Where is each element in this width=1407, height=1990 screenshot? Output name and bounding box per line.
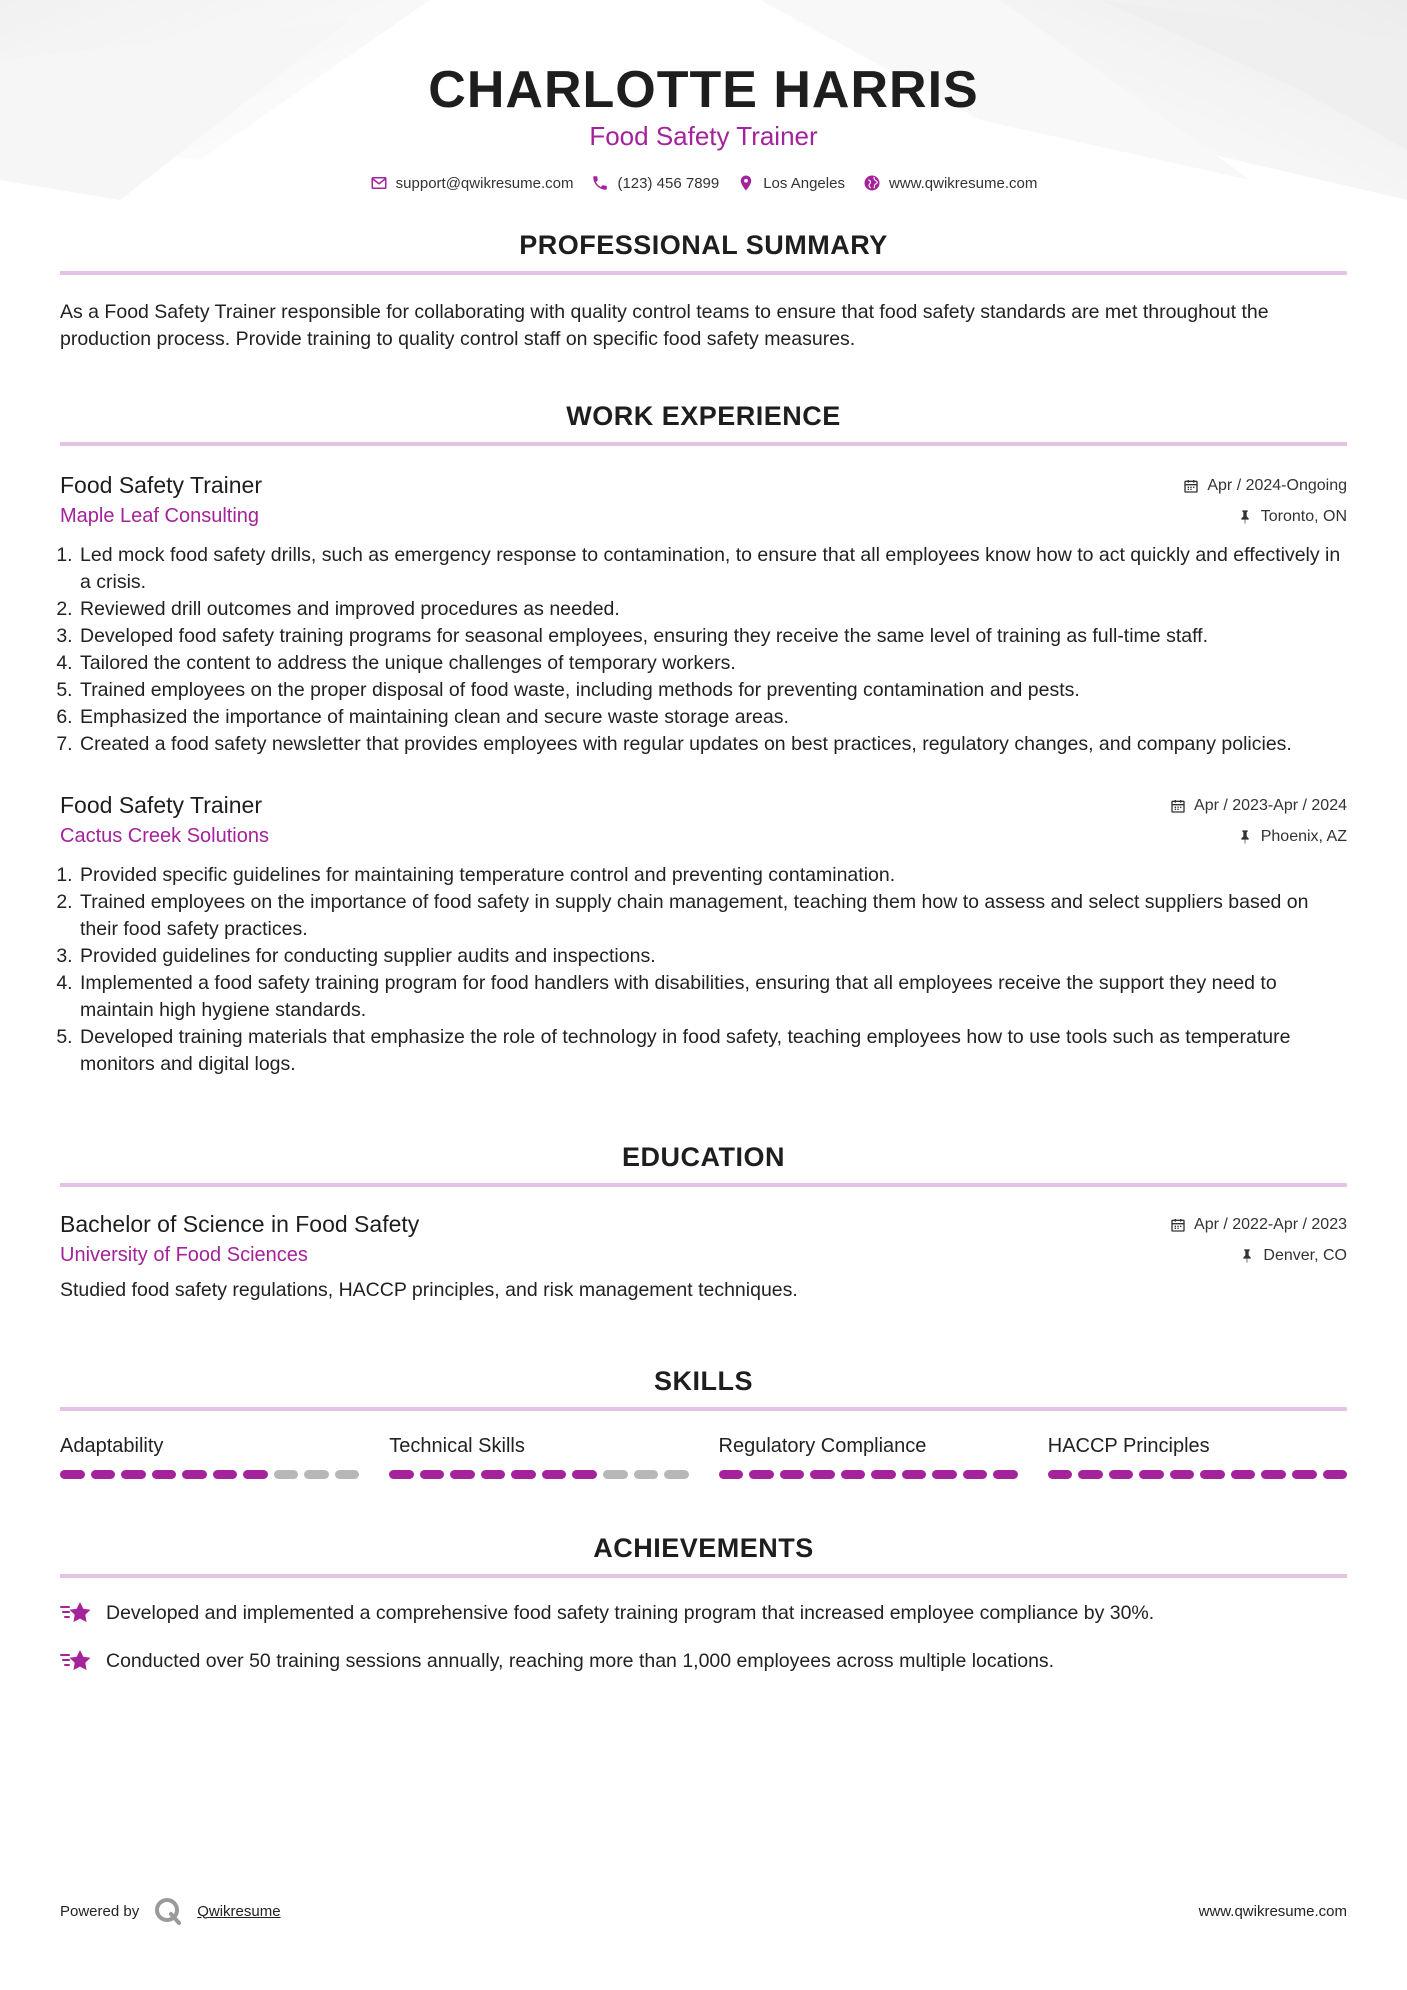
job-entry-dates-text: Apr / 2024-Ongoing	[1207, 476, 1347, 494]
list-item: 1. Led mock food safety drills, such as emergency response to contamination, to ensure that all employees know how to act quickly and effectively in a crisis.	[78, 542, 1347, 596]
job-entry-location	[1237, 828, 1347, 846]
skills-list	[60, 1435, 1347, 1479]
skill-name: Adaptability	[60, 1435, 164, 1457]
skill-item	[389, 1435, 688, 1479]
summary-section	[60, 230, 1347, 353]
list-item: 2. Trained employees on the importance of food safety in supply chain management, teaching them how to assess and select suppliers based on their food safety practices.	[78, 889, 1347, 943]
skill-segment-filled	[963, 1470, 988, 1479]
skill-segment-filled	[1261, 1470, 1286, 1479]
skill-segment-empty	[603, 1470, 628, 1479]
skill-segment-filled	[213, 1470, 238, 1479]
contact-location	[737, 174, 845, 192]
education-dates-text: Apr / 2022-Apr / 2023	[1194, 1215, 1347, 1233]
job-entry-location	[1237, 508, 1347, 526]
footer	[60, 1896, 1347, 1926]
education-heading: EDUCATION	[622, 1142, 785, 1172]
skill-segment-filled	[243, 1470, 268, 1479]
powered-by-label: Powered by	[60, 1902, 140, 1920]
section-divider	[60, 1183, 1347, 1187]
achievement-item	[60, 1648, 1347, 1674]
work-heading: WORK EXPERIENCE	[566, 401, 841, 431]
pushpin-icon	[1237, 509, 1253, 525]
list-item: 5. Developed training materials that emphasize the role of technology in food safety, teaching employees how to use tools such as temperature monitors and digital logs.	[78, 1024, 1347, 1078]
skill-rating	[60, 1470, 359, 1479]
job-title: Food Safety Trainer	[589, 121, 818, 151]
skill-segment-filled	[542, 1470, 567, 1479]
achievement-text: Developed and implemented a comprehensive food safety training program that increased employee compliance by 30%.	[106, 1601, 1155, 1624]
skill-segment-empty	[304, 1470, 329, 1479]
skill-name: Regulatory Compliance	[718, 1435, 927, 1457]
skill-segment-filled	[993, 1470, 1018, 1479]
star-icon	[60, 1600, 92, 1626]
calendar-icon	[1183, 478, 1199, 494]
skill-segment-filled	[810, 1470, 835, 1479]
qwikresume-logo-icon	[153, 1896, 183, 1926]
job-entry-location-text: Phoenix, AZ	[1260, 827, 1347, 845]
job-entry-title: Food Safety Trainer	[60, 792, 262, 818]
envelope-icon	[370, 174, 388, 192]
contact-email[interactable]	[370, 174, 574, 192]
skill-name: Technical Skills	[389, 1435, 525, 1457]
skill-segment-filled	[902, 1470, 927, 1479]
qwikresume-link[interactable]: Qwikresume	[197, 1902, 281, 1920]
contact-email-text: support@qwikresume.com	[395, 174, 574, 192]
job-entry-title: Food Safety Trainer	[60, 472, 262, 498]
globe-icon	[863, 174, 881, 192]
skill-rating	[389, 1470, 688, 1479]
skill-segment-filled	[749, 1470, 774, 1479]
list-item: 5. Trained employees on the proper disposal of food waste, including methods for preventing contamination and pests.	[78, 677, 1347, 704]
map-pin-icon	[737, 174, 755, 192]
contact-location-text: Los Angeles	[763, 174, 845, 192]
list-item: 7. Created a food safety newsletter that provides employees with regular updates on best practices, regulatory changes, and company policies.	[78, 731, 1347, 758]
skill-segment-filled	[450, 1470, 475, 1479]
education-section	[60, 1142, 1347, 1304]
job-entry-bullets	[60, 542, 1347, 758]
skill-segment-filled	[60, 1470, 85, 1479]
skill-segment-filled	[1109, 1470, 1134, 1479]
summary-text: As a Food Safety Trainer responsible for collaborating with quality control teams to ensure that food safety standards are met throughout the production process. Provide training to quality control staff on specific food safety measures.	[60, 301, 1269, 350]
skill-segment-filled	[389, 1470, 414, 1479]
job-entry-company: Maple Leaf Consulting	[60, 505, 260, 527]
contact-phone-text: (123) 456 7899	[617, 174, 720, 192]
skill-segment-filled	[1139, 1470, 1164, 1479]
skill-segment-filled	[1292, 1470, 1317, 1479]
contact-phone[interactable]	[591, 174, 719, 192]
job-entry-bullets	[60, 862, 1347, 1078]
skill-segment-filled	[182, 1470, 207, 1479]
achievement-item	[60, 1600, 1347, 1626]
summary-heading: PROFESSIONAL SUMMARY	[519, 230, 888, 260]
skill-segment-filled	[121, 1470, 146, 1479]
education-location	[1239, 1247, 1347, 1265]
job-entry-location-text: Toronto, ON	[1260, 507, 1347, 525]
skill-rating	[719, 1470, 1018, 1479]
skill-segment-filled	[1048, 1470, 1073, 1479]
education-entry	[60, 1211, 1347, 1304]
list-item: 3. Developed food safety training programs for seasonal employees, ensuring they receive the same level of training as full-time staff.	[78, 623, 1347, 650]
skill-segment-filled	[1231, 1470, 1256, 1479]
pushpin-icon	[1239, 1248, 1255, 1264]
skill-item	[1048, 1435, 1347, 1479]
achievement-text: Conducted over 50 training sessions annually, reaching more than 1,000 employees across multiple locations.	[106, 1649, 1055, 1672]
candidate-name: CHARLOTTE HARRIS	[428, 61, 979, 119]
work-section	[60, 401, 1347, 1078]
section-divider	[60, 442, 1347, 446]
job-entry	[60, 792, 1347, 1078]
contact-website[interactable]	[863, 174, 1037, 192]
skills-section	[60, 1366, 1347, 1479]
skill-segment-filled	[91, 1470, 116, 1479]
skill-segment-filled	[481, 1470, 506, 1479]
education-location-text: Denver, CO	[1263, 1246, 1347, 1264]
skill-segment-filled	[572, 1470, 597, 1479]
skill-segment-empty	[335, 1470, 360, 1479]
phone-icon	[591, 174, 609, 192]
skill-segment-filled	[780, 1470, 805, 1479]
skill-segment-filled	[871, 1470, 896, 1479]
list-item: 6. Emphasized the importance of maintaining clean and secure waste storage areas.	[78, 704, 1347, 731]
job-entry-dates	[1183, 477, 1347, 495]
section-divider	[60, 271, 1347, 275]
achievements-heading: ACHIEVEMENTS	[593, 1533, 814, 1563]
skill-segment-empty	[274, 1470, 299, 1479]
job-entry	[60, 472, 1347, 758]
achievements-section	[60, 1533, 1347, 1674]
skill-name: HACCP Principles	[1047, 1435, 1210, 1457]
job-entry-dates	[1170, 797, 1347, 815]
section-divider	[60, 1574, 1347, 1578]
list-item: 4. Tailored the content to address the unique challenges of temporary workers.	[78, 650, 1347, 677]
skill-segment-filled	[719, 1470, 744, 1479]
education-dates	[1170, 1216, 1347, 1234]
skill-segment-filled	[1078, 1470, 1103, 1479]
skill-segment-filled	[932, 1470, 957, 1479]
pushpin-icon	[1237, 829, 1253, 845]
skill-item	[60, 1435, 359, 1479]
section-divider	[60, 1407, 1347, 1411]
list-item: 4. Implemented a food safety training program for food handlers with disabilities, ensuring that all employees receive the support they need to maintain high hygiene standards.	[78, 970, 1347, 1024]
skill-segment-filled	[1200, 1470, 1225, 1479]
job-entry-company: Cactus Creek Solutions	[60, 825, 269, 847]
education-description: Studied food safety regulations, HACCP principles, and risk management techniques.	[60, 1279, 798, 1301]
skill-rating	[1048, 1470, 1347, 1479]
education-degree: Bachelor of Science in Food Safety	[60, 1211, 420, 1237]
star-icon	[60, 1648, 92, 1674]
job-entry-dates-text: Apr / 2023-Apr / 2024	[1194, 796, 1347, 814]
powered-by	[60, 1896, 281, 1926]
skill-segment-filled	[1323, 1470, 1348, 1479]
contact-website-text: www.qwikresume.com	[888, 174, 1038, 192]
skills-heading: SKILLS	[653, 1366, 753, 1396]
list-item: 3. Provided guidelines for conducting supplier audits and inspections.	[78, 943, 1347, 970]
skill-segment-filled	[152, 1470, 177, 1479]
skill-segment-filled	[420, 1470, 445, 1479]
calendar-icon	[1170, 1217, 1186, 1233]
education-school: University of Food Sciences	[60, 1244, 308, 1266]
list-item: 2. Reviewed drill outcomes and improved procedures as needed.	[78, 596, 1347, 623]
calendar-icon	[1170, 798, 1186, 814]
skill-segment-empty	[664, 1470, 689, 1479]
skill-item	[719, 1435, 1018, 1479]
list-item: 1. Provided specific guidelines for maintaining temperature control and preventing contamination.	[78, 862, 1347, 889]
footer-website[interactable]: www.qwikresume.com	[1198, 1902, 1347, 1920]
skill-segment-empty	[634, 1470, 659, 1479]
skill-segment-filled	[1170, 1470, 1195, 1479]
skill-segment-filled	[841, 1470, 866, 1479]
skill-segment-filled	[511, 1470, 536, 1479]
contact-bar	[60, 174, 1347, 192]
